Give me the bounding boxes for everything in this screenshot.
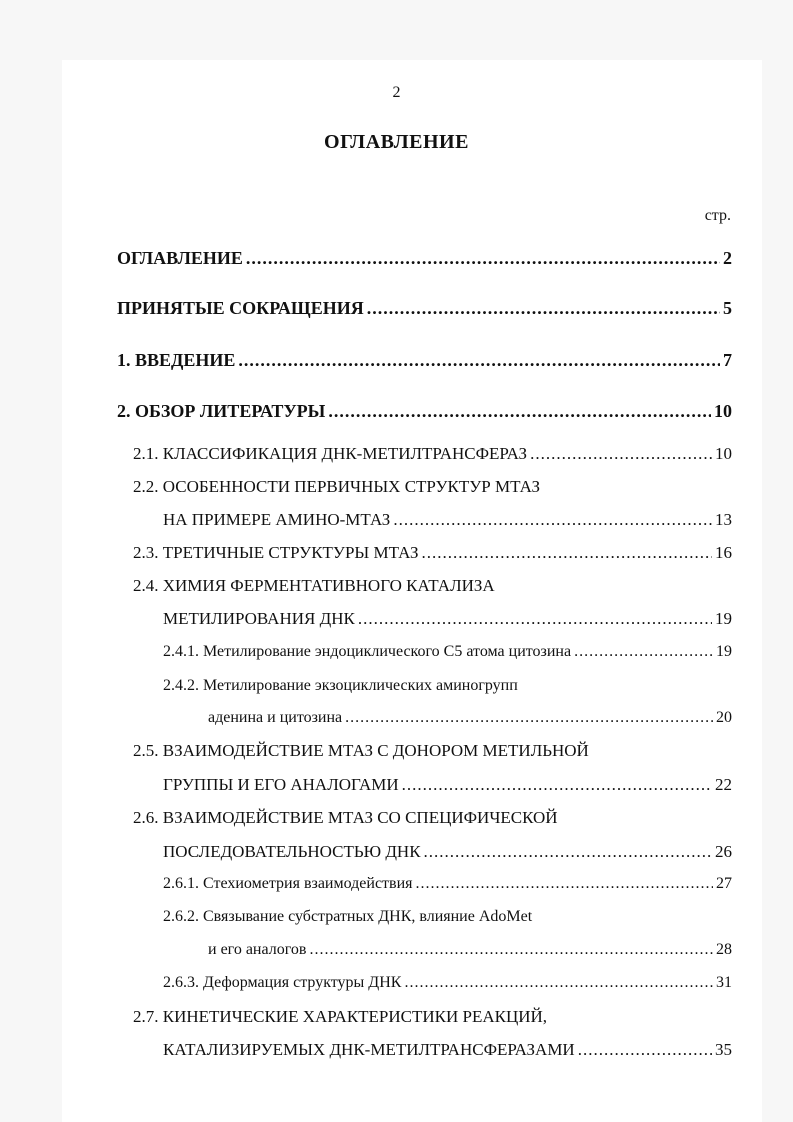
toc-entry-text-continued: ГРУППЫ И ЕГО АНАЛОГАМИ: [163, 775, 399, 794]
toc-entry: [163, 875, 732, 893]
dot-leader: [578, 1040, 712, 1060]
toc-entry-page: 27: [716, 875, 732, 892]
toc-entry-text: 2.4.2. Метилирование экзоциклических аминогрупп: [163, 677, 518, 694]
toc-entry: [117, 248, 732, 269]
page-column-label: стр.: [704, 207, 731, 224]
toc-entry: [208, 709, 732, 727]
toc-entry: [163, 643, 732, 661]
toc-entry-text: 2.4. ХИМИЯ ФЕРМЕНТАТИВНОГО КАТАЛИЗА: [133, 576, 495, 595]
toc-entry-text: 2.1. КЛАССИФИКАЦИЯ ДНК-МЕТИЛТРАНСФЕРАЗ: [133, 444, 528, 463]
toc-entry: [163, 609, 732, 629]
toc-entry: [208, 941, 732, 959]
toc-entry-text-continued: ПОСЛЕДОВАТЕЛЬНОСТЬЮ ДНК: [163, 842, 421, 861]
toc-entry-text: 2.6.3. Деформация структуры ДНК: [163, 974, 402, 991]
toc-entry-text: ОГЛАВЛЕНИЕ: [117, 248, 243, 268]
toc-entry-page: 7: [723, 350, 732, 370]
toc-entry-page: 35: [715, 1040, 732, 1059]
toc-entry: [117, 401, 732, 422]
toc-entry-text: 2.6. ВЗАИМОДЕЙСТВИЕ МТАЗ СО СПЕЦИФИЧЕСКОЙ: [133, 808, 558, 827]
toc-entry-text: 2.7. КИНЕТИЧЕСКИЕ ХАРАКТЕРИСТИКИ РЕАКЦИЙ,: [133, 1007, 548, 1026]
toc-entry: [133, 543, 732, 563]
toc-entry-page: 19: [715, 609, 732, 628]
dot-leader: [393, 510, 712, 530]
toc-entry: [163, 510, 732, 530]
toc-entry-page: 28: [716, 941, 732, 958]
toc-entry: [163, 842, 732, 862]
toc-entry-page: 19: [716, 643, 732, 660]
toc-entry-page: 20: [716, 709, 732, 726]
toc-entry-text-continued: аденина и цитозина: [208, 709, 343, 726]
toc-entry-text: 2.4.1. Метилирование эндоциклического С5 атома цитозина: [163, 643, 572, 660]
dot-leader: [345, 709, 713, 727]
toc-entry-page: 22: [715, 775, 732, 794]
toc-entry-page: 26: [715, 842, 732, 861]
dot-leader: [328, 401, 711, 422]
dot-leader: [367, 298, 720, 319]
toc-entry-text: 2.6.1. Стехиометрия взаимодействия: [163, 875, 413, 892]
page-title: ОГЛАВЛЕНИЕ: [324, 131, 469, 153]
dot-leader: [358, 609, 712, 629]
toc-entry-text-continued: и его аналогов: [208, 941, 307, 958]
toc-entry-page: 16: [715, 543, 732, 562]
toc-entry-text: ПРИНЯТЫЕ СОКРАЩЕНИЯ: [117, 298, 364, 318]
dot-leader: [416, 875, 713, 893]
dot-leader: [402, 775, 712, 795]
toc-entry: [163, 775, 732, 795]
toc-entry: [133, 444, 732, 464]
toc-entry-page: 10: [714, 401, 732, 421]
dot-leader: [246, 248, 720, 269]
toc-entry-text-continued: КАТАЛИЗИРУЕМЫХ ДНК-МЕТИЛТРАНСФЕРАЗАМИ: [163, 1040, 575, 1059]
toc-entry-page: 2: [723, 248, 732, 268]
toc-entry-text: 2.2. ОСОБЕННОСТИ ПЕРВИЧНЫХ СТРУКТУР МТАЗ: [133, 477, 540, 496]
toc-entry-text: 2.6.2. Связывание субстратных ДНК, влияние AdoMet: [163, 908, 533, 925]
toc-entry-text: 2.3. ТРЕТИЧНЫЕ СТРУКТУРЫ МТАЗ: [133, 543, 419, 562]
dot-leader: [424, 842, 712, 862]
dot-leader: [530, 444, 712, 464]
toc-entry-page: 10: [715, 444, 732, 463]
toc-entry: [163, 974, 732, 992]
toc-entry-text-continued: НА ПРИМЕРЕ АМИНО-МТАЗ: [163, 510, 391, 529]
toc-entry-page: 13: [715, 510, 732, 529]
toc-entry-text: 1. ВВЕДЕНИЕ: [117, 350, 236, 370]
toc-entry-page: 31: [716, 974, 732, 991]
dot-leader: [404, 974, 713, 992]
dot-leader: [422, 543, 712, 563]
toc-entry: [117, 350, 732, 371]
toc-entry-text: 2. ОБЗОР ЛИТЕРАТУРЫ: [117, 401, 326, 421]
toc-entry-text: 2.5. ВЗАИМОДЕЙСТВИЕ МТАЗ С ДОНОРОМ МЕТИЛЬНОЙ: [133, 741, 589, 760]
dot-leader: [309, 941, 713, 959]
dot-leader: [574, 643, 713, 661]
toc-entry-text-continued: МЕТИЛИРОВАНИЯ ДНК: [163, 609, 355, 628]
toc-entry: [117, 298, 732, 319]
toc-entry-page: 5: [723, 298, 732, 318]
page-number: 2: [392, 84, 401, 101]
toc-entry: [163, 1040, 732, 1060]
dot-leader: [238, 350, 720, 371]
